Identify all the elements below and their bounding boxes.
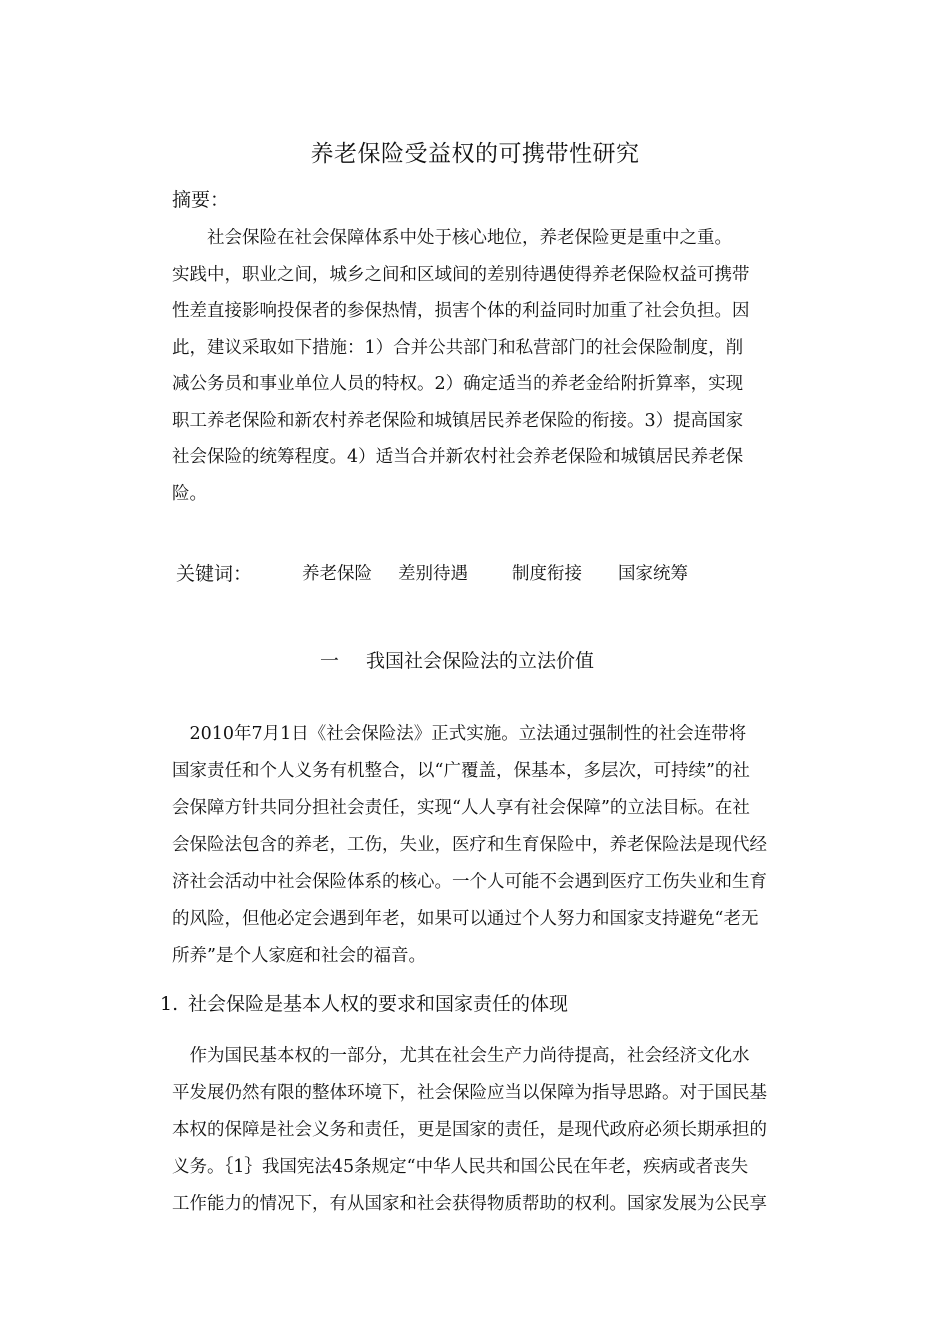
abstract-label: 摘要： [172, 189, 230, 211]
paragraph-line: 所养”是个人家庭和社会的福音。 [172, 946, 426, 966]
keyword: 差别待遇 [398, 564, 468, 584]
abstract-line: 减公务员和事业单位人员的特权。2）确定适当的养老金给附折算率，实现 [172, 374, 744, 394]
keyword: 国家统筹 [618, 564, 688, 584]
abstract-paragraph [172, 220, 812, 512]
abstract-line: 职工养老保险和新农村养老保险和城镇居民养老保险的衔接。3）提高国家 [172, 410, 744, 431]
abstract-line: 社会保险在社会保障体系中处于核心地位，养老保险更是重中之重。 [172, 228, 732, 248]
section-number: 一 [320, 650, 340, 672]
document-title: 养老保险受益权的可携带性研究 [310, 141, 640, 167]
paragraph-line: 济社会活动中社会保险体系的核心。一个人可能不会遇到医疗工伤失业和生育 [172, 872, 767, 892]
paragraph-line: 的风险，但他必定会遇到年老，如果可以通过个人努力和国家支持避免“老无 [172, 909, 759, 929]
paragraph-line: 作为国民基本权的一部分，尤其在社会生产力尚待提高，社会经济文化水 [172, 1046, 750, 1066]
abstract-line: 此，建议采取如下措施：1）合并公共部门和私营部门的社会保险制度，削 [172, 337, 744, 358]
subsection-heading [160, 986, 568, 1022]
subsection-title: 社会保险是基本人权的要求和国家责任的体现 [188, 993, 569, 1015]
paragraph-line: 义务。｛1｝我国宪法45条规定“中华人民共和国公民在年老，疾病或者丧失 [172, 1157, 749, 1177]
abstract-line: 社会保险的统筹程度。4）适当合并新农村社会养老保险和城镇居民养老保 [172, 447, 744, 467]
paragraph-line: 工作能力的情况下，有从国家和社会获得物质帮助的权利。国家发展为公民享 [172, 1194, 767, 1214]
subsection-paragraph [172, 1038, 812, 1223]
paragraph-line: 平发展仍然有限的整体环境下，社会保险应当以保障为指导思路。对于国民基 [172, 1083, 767, 1103]
abstract-line: 险。 [172, 483, 207, 504]
abstract-line: 实践中，职业之间，城乡之间和区域间的差别待遇使得养老保险权益可携带 [172, 264, 750, 285]
keywords-row [176, 558, 688, 590]
keywords-label: 关键词： [176, 563, 253, 585]
section-heading [320, 644, 594, 678]
paragraph-line: 本权的保障是社会义务和责任，更是国家的责任，是现代政府必须长期承担的 [172, 1120, 767, 1140]
paragraph-line: 2010年7月1日《社会保险法》正式实施。立法通过强制性的社会连带将 [172, 724, 747, 744]
abstract-line: 性差直接影响投保者的参保热情，损害个体的利益同时加重了社会负担。因 [172, 301, 750, 321]
section-title: 我国社会保险法的立法价值 [366, 650, 595, 672]
keyword: 养老保险 [302, 564, 372, 584]
paragraph-line: 会保险法包含的养老，工伤，失业，医疗和生育保险中，养老保险法是现代经 [172, 835, 767, 855]
subsection-number: 1. [160, 993, 179, 1015]
section-paragraph [172, 716, 812, 975]
keyword: 制度衔接 [512, 564, 582, 584]
paragraph-line: 国家责任和个人义务有机整合，以“广覆盖，保基本，多层次，可持续”的社 [172, 761, 750, 781]
paragraph-line: 会保障方针共同分担社会责任，实现“人人享有社会保障”的立法目标。在社 [172, 798, 750, 818]
